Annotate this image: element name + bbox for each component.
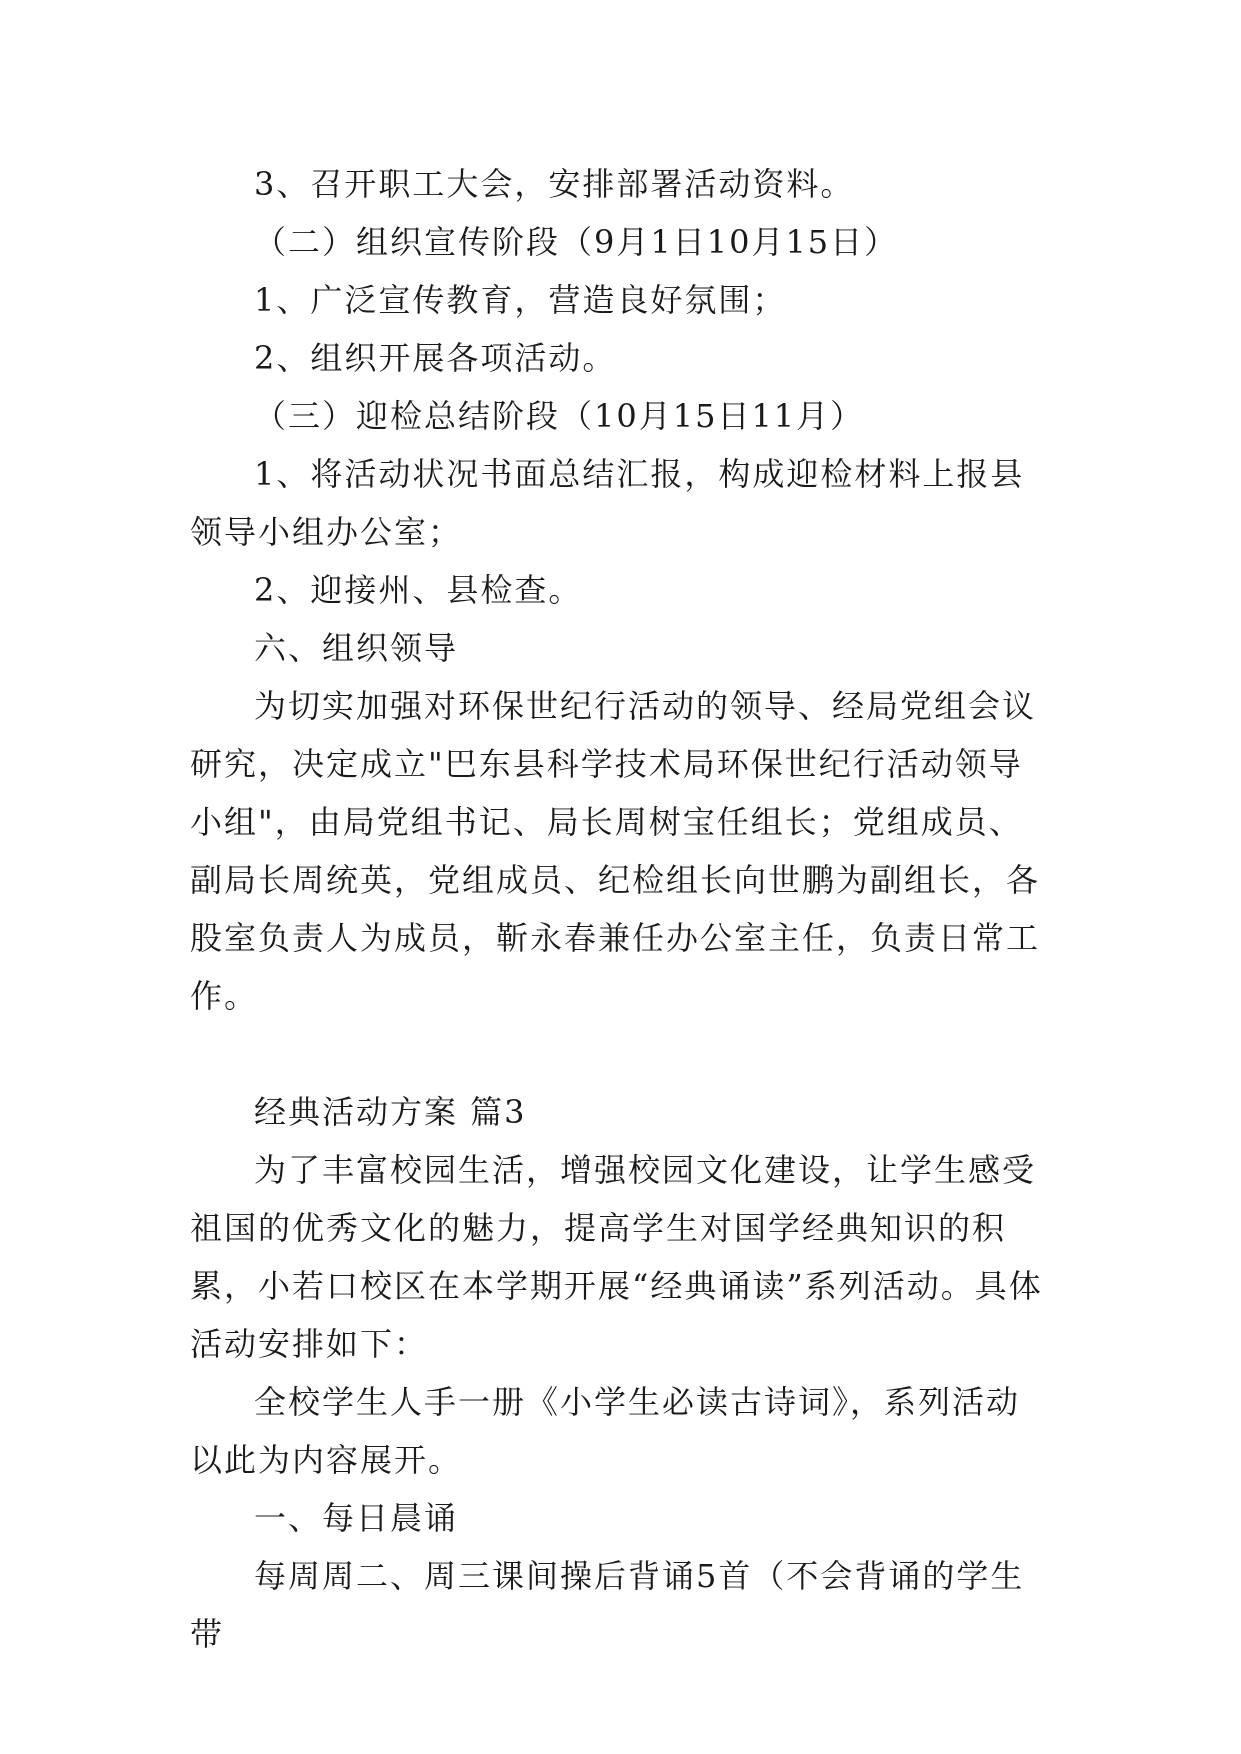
paragraph-phase-three-heading: （三）迎检总结阶段（10月15日11月）: [254, 397, 865, 435]
paragraph-inspection: 2、迎接州、县检查。: [254, 571, 583, 609]
paragraph-summary-report: 1、将活动状况书面总结汇报，构成迎检材料上报县领导小组办公室；: [190, 455, 1025, 551]
section-heading-morning-recitation: 一、每日晨诵: [254, 1499, 459, 1537]
document-body: [190, 155, 1050, 1663]
blank-line: [190, 1025, 1050, 1083]
paragraph-phase-two-heading: （二）组织宣传阶段（9月1日10月15日）: [254, 223, 899, 261]
section-heading-leadership: 六、组织领导: [254, 629, 459, 667]
paragraph-plan-intro: 为了丰富校园生活，增强校园文化建设，让学生感受祖国的优秀文化的魅力，提高学生对国学经典知识的积累，小若口校区在本学期开展“经典诵读”系列活动。具体活动安排如下：: [190, 1151, 1043, 1363]
paragraph-activities: 2、组织开展各项活动。: [254, 339, 617, 377]
section-title-plan-3: 经典活动方案 篇3: [254, 1093, 527, 1131]
paragraph-weekly-recitation: 每周周二、周三课间操后背诵5首（不会背诵的学生带: [190, 1557, 1025, 1653]
paragraph-leadership-group: 为切实加强对环保世纪行活动的领导、经局党组会议研究，决定成立"巴东县科学技术局环保世纪行活动领导小组"，由局党组书记、局长周树宝任组长；党组成员、副局长周统英，党组成员、纪检组长向世鹏为副组长，各股室负责人为成员，靳永春兼任办公室主任，负责日常工作。: [190, 687, 1041, 1015]
paragraph-meeting: 3、召开职工大会，安排部署活动资料。: [254, 165, 855, 203]
paragraph-publicity: 1、广泛宣传教育，营造良好氛围；: [254, 281, 787, 319]
paragraph-poetry-book: 全校学生人手一册《小学生必读古诗词》，系列活动以此为内容展开。: [190, 1383, 1021, 1479]
